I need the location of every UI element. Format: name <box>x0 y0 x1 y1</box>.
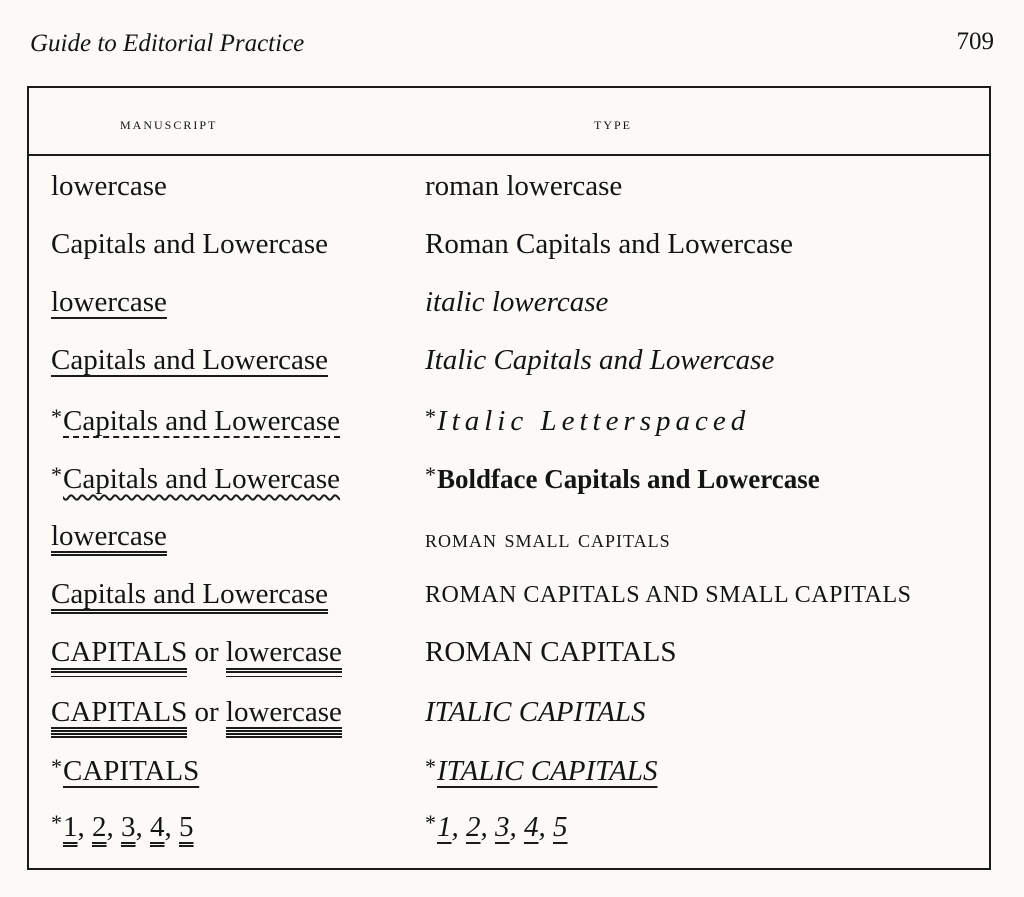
separator: , <box>77 811 92 843</box>
table-row <box>29 170 989 226</box>
column-header-type: type <box>594 114 632 133</box>
manuscript-cell <box>51 810 194 844</box>
star-marker: * <box>51 754 62 779</box>
manuscript-cell <box>51 754 199 788</box>
star-marker: * <box>51 404 62 429</box>
number-3: 3 <box>121 811 136 843</box>
number-3: 3 <box>495 811 510 843</box>
manuscript-text-a: CAPITALS <box>51 698 187 732</box>
number-1: 1 <box>437 811 452 843</box>
number-5: 5 <box>553 811 568 843</box>
star-marker: * <box>51 462 62 487</box>
type-cell: italic lowercase <box>425 286 609 318</box>
manuscript-cell: Capitals and Lowercase <box>51 228 329 260</box>
star-marker: * <box>425 404 436 429</box>
manuscript-text: Capitals and Lowercase <box>63 405 341 437</box>
table-row <box>29 696 989 752</box>
number-5: 5 <box>179 811 194 843</box>
column-header-manuscript: manuscript <box>120 114 218 133</box>
type-cell <box>425 582 911 609</box>
type-cell <box>425 404 750 438</box>
table-row <box>29 754 989 810</box>
table-row <box>29 810 989 866</box>
number-2: 2 <box>466 811 481 843</box>
table-row <box>29 520 989 576</box>
page-header <box>24 30 994 66</box>
page-number: 709 <box>956 28 994 55</box>
type-text: ITALIC CAPITALS <box>437 755 658 787</box>
number-4: 4 <box>524 811 539 843</box>
number-2: 2 <box>92 811 107 843</box>
type-cell: Roman Capitals and Lowercase <box>425 228 794 260</box>
manuscript-text: CAPITALS <box>63 755 200 787</box>
separator: , <box>135 811 150 843</box>
type-cell <box>425 754 657 788</box>
manuscript-cell <box>51 404 340 438</box>
star-marker: * <box>51 810 62 835</box>
separator: , <box>164 811 179 843</box>
star-marker: * <box>425 754 436 779</box>
separator: , <box>509 811 524 843</box>
table-row <box>29 228 989 284</box>
manuscript-cell: lowercase <box>51 286 167 318</box>
running-title: Guide to Editorial Practice <box>30 30 305 57</box>
number-1: 1 <box>63 811 78 843</box>
type-cell <box>425 462 820 496</box>
manuscript-cell: lowercase <box>51 520 167 552</box>
separator: , <box>480 811 495 843</box>
star-marker: * <box>425 810 436 835</box>
type-text: Boldface Capitals and Lowercase <box>437 464 820 494</box>
type-text: ROMAN CAPITALS AND SMALL CAPITALS <box>425 582 912 608</box>
type-cell: ITALIC CAPITALS <box>425 696 646 728</box>
type-text: Italic Letterspaced <box>437 405 751 437</box>
separator: , <box>451 811 466 843</box>
type-cell: Italic Capitals and Lowercase <box>425 344 775 376</box>
type-cell: roman small capitals <box>425 524 671 553</box>
manuscript-cell <box>51 462 340 496</box>
manuscript-cell: Capitals and Lowercase <box>51 344 329 376</box>
manuscript-type-table <box>27 86 991 870</box>
type-cell: ROMAN CAPITALS <box>425 636 677 668</box>
table-row <box>29 636 989 692</box>
table-header-row <box>29 88 989 156</box>
table-row <box>29 578 989 634</box>
manuscript-text: Capitals and Lowercase <box>63 463 341 495</box>
manuscript-cell: lowercase <box>51 170 167 202</box>
table-row <box>29 286 989 342</box>
number-4: 4 <box>150 811 165 843</box>
type-cell <box>425 810 568 844</box>
manuscript-text-b: lowercase <box>226 698 342 732</box>
manuscript-or: or <box>194 696 219 728</box>
type-cell: roman lowercase <box>425 170 623 202</box>
manuscript-cell <box>51 636 342 673</box>
table-row <box>29 344 989 400</box>
manuscript-cell <box>51 696 342 732</box>
manuscript-text-a: CAPITALS <box>51 638 187 673</box>
manuscript-text-b: lowercase <box>226 638 342 673</box>
manuscript-or: or <box>194 636 219 668</box>
star-marker: * <box>425 462 436 487</box>
manuscript-cell: Capitals and Lowercase <box>51 578 329 610</box>
separator: , <box>106 811 121 843</box>
table-row <box>29 462 989 518</box>
separator: , <box>538 811 553 843</box>
table-row <box>29 404 989 460</box>
